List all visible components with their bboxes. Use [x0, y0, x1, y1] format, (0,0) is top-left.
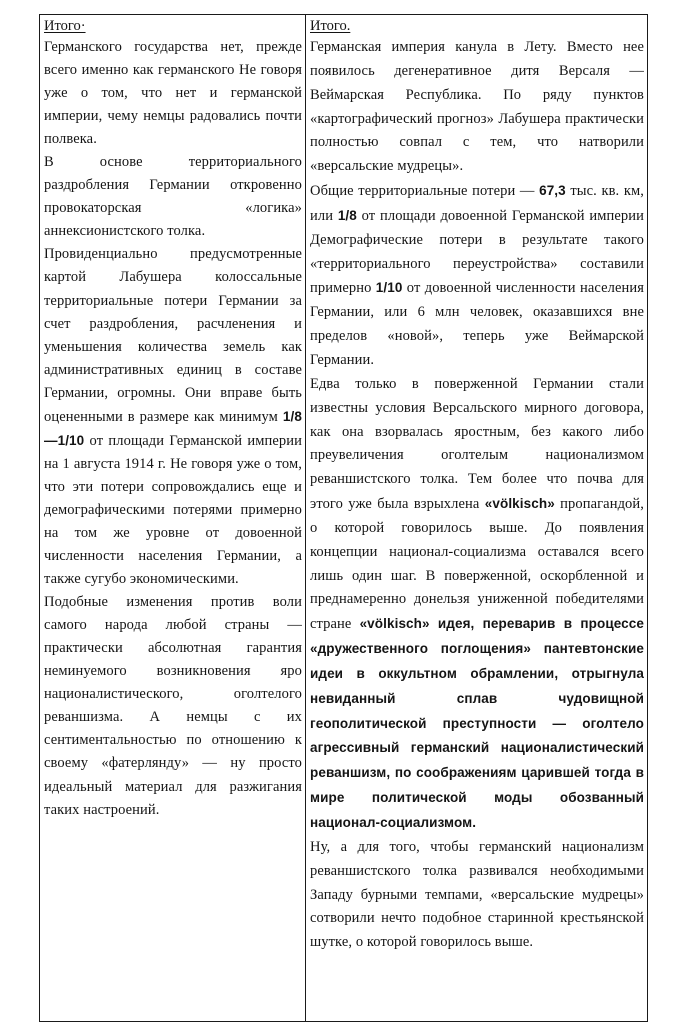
right-paragraph: Общие территориальные потери — 67,3 тыс. кв. км, или 1/8 от площади довоенной Германской империи Демографические потери в результате такого «территориального переустройства» составили примерно 1/10 от довоенной численности населения Германии, или 6 млн человек, оказавшихся вне пределов «новой», теперь уже Веймарской Германии.: [310, 183, 644, 368]
bold-emphasis: 1/8: [337, 207, 357, 223]
right-body: [310, 36, 644, 955]
comparison-table: [39, 14, 648, 1022]
bold-emphasis: 1/10: [375, 280, 403, 296]
right-paragraph: Ну, а для того, чтобы германский национализм реваншистского толка развивался необходимыми Западу бурными темпами, «версальские мудрецы» сотворили нечто подобное старинной крестьянской шутке, о которой говорилось выше.: [310, 838, 644, 951]
right-column: [306, 15, 647, 1021]
left-heading: Итого·: [44, 18, 86, 34]
bold-emphasis: 1/8—1/10: [44, 408, 302, 448]
right-heading: Итого.: [310, 18, 351, 34]
bold-emphasis: «völkisch»: [484, 496, 555, 512]
right-paragraph: Едва только в поверженной Германии стали известны условия Версальского мирного договора, как она взорвалась яростным, без какого либо преувеличения оголтелым национализмом реваншистского толка. Тем более что почва для этого уже была взрыхлена «völkisch» пропагандой, о которой говорилось выше. До появления концепции национал-социализма оставался всего лишь один шаг. В поверженной, оскорбленной и преднамеренно донельзя униженной победителями стране «völkisch» идея, переварив в процессе «дружественного поглощения» пантевтонские идеи в оккультном обрамлении, отрыгнула невиданный сплав чудовищной геополитической преступности — оголтело агрессивный германский националистический реваншизм, по соображениям царившей тогда в мире политической моды обозванный национал-социализмом.: [310, 375, 644, 830]
left-paragraph: В основе территориального раздробления Германии откровенно провокаторская «логика» аннексионистского толка.: [44, 154, 302, 240]
bold-emphasis: 67,3: [539, 183, 566, 199]
left-body: [44, 36, 302, 822]
left-paragraph: Германского государства нет, прежде всего именно как германского Не говоря уже о том, что нет и германской империи, чему немцы радовались почти полвека.: [44, 39, 302, 148]
bold-emphasis: «völkisch» идея, переварив в процессе «дружественного поглощения» пантевтонские идеи в оккультном обрамлении, отрыгнула невиданный сплав чудовищной геополитической преступности — оголтело агрессивный германский националистический реваншизм, по соображениям царившей тогда в мире политической моды обозванный национал-социализмом.: [310, 616, 644, 830]
left-paragraph: Провиденциально предусмотренные картой Лабушера колоссальные территориальные потери Германии за счет раздробления, расчленения и уменьшения количества земель как административных единиц в составе Германии, огромны. Они вправе быть оцененными в размере как минимум 1/8—1/10 от площади Германской империи на 1 августа 1914 г. Не говоря уже о том, что эти потери сопровождались еще и демографическими потерями примерно на том же уровне от довоенной численности населения Германии, а также сугубо экономическими.: [44, 246, 302, 588]
left-column: [40, 15, 306, 1021]
left-paragraph: Подобные изменения против воли самого народа любой страны — практически абсолютная гарантия неминуемого возникновения яро националистического, оголтелого реваншизма. А немцы с их сентиментальностью по отношению к своему «фатерлянду» — ну просто идеальный материал для разжигания таких настроений.: [44, 594, 302, 818]
right-paragraph: Германская империя канула в Лету. Вместо нее появилось дегенеративное дитя Версаля — Веймарская Республика. По ряду пунктов «картографический прогноз» Лабушера практически полностью совпал с тем, что натворили «версальские мудрецы».: [310, 39, 644, 175]
